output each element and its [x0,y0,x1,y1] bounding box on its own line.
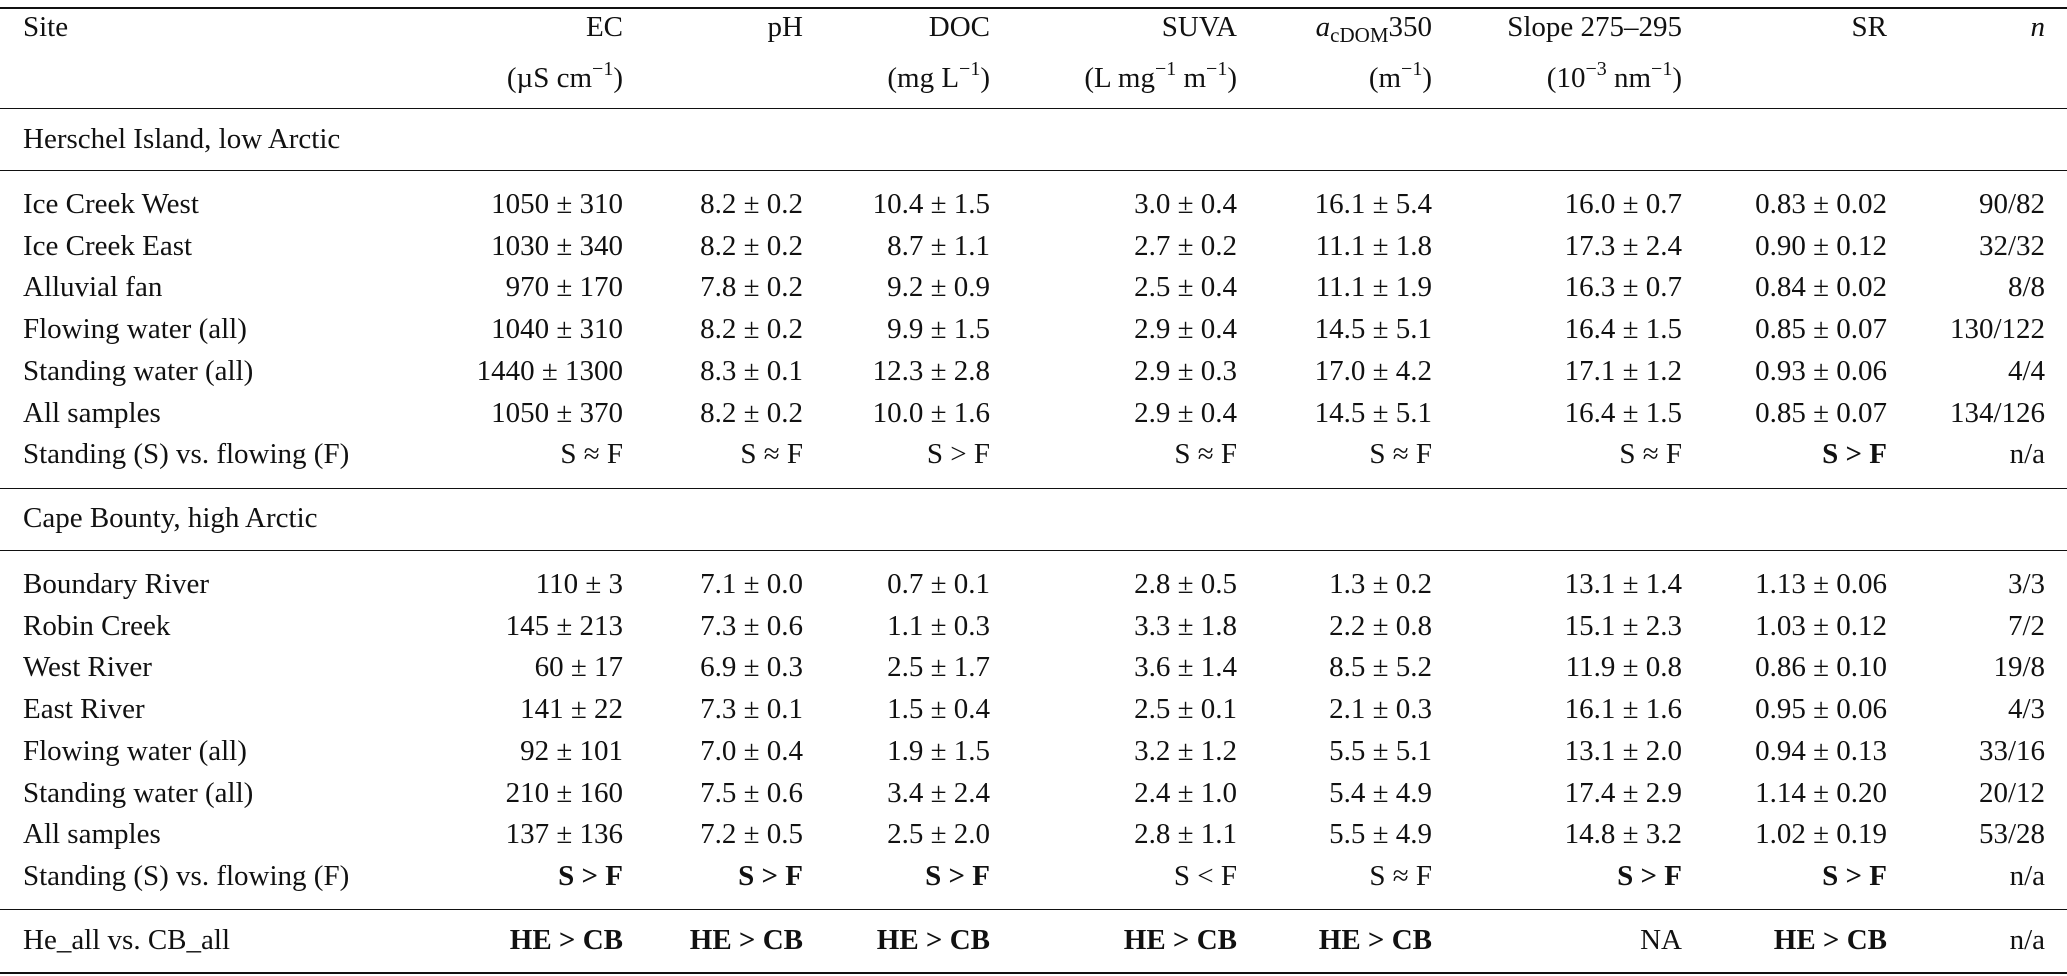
section-title-herschel: Herschel Island, low Arctic [23,123,341,155]
cell-suva: 2.7 ± 0.2 [1134,230,1237,262]
cell-sr: 0.83 ± 0.02 [1755,188,1887,220]
cell-acdom: 2.2 ± 0.8 [1329,610,1432,642]
row-site-label: Flowing water (all) [23,735,247,767]
cell-doc: 2.5 ± 1.7 [887,651,990,683]
cell-slope: 17.4 ± 2.9 [1564,777,1682,809]
cell-ph: 6.9 ± 0.3 [700,651,803,683]
row-site-label: He_all vs. CB_all [23,924,231,956]
section-rule [0,550,2067,551]
cell-doc: 2.5 ± 2.0 [887,818,990,850]
cell-suva: S ≈ F [1174,438,1237,470]
row-site-label: Standing (S) vs. flowing (F) [23,438,350,470]
cell-ec: 1040 ± 310 [491,313,623,345]
cell-ec: 110 ± 3 [535,568,623,600]
header-suva: SUVA [1161,11,1237,43]
cell-ph: 7.0 ± 0.4 [700,735,803,767]
cell-sr: 0.93 ± 0.06 [1755,355,1887,387]
cell-ph: 8.3 ± 0.1 [700,355,803,387]
cell-slope: 14.8 ± 3.2 [1564,818,1682,850]
row-site-label: All samples [23,818,161,850]
row-site-label: Ice Creek East [23,230,193,262]
cell-n: 3/3 [2007,568,2045,600]
cell-ph: 7.3 ± 0.1 [700,693,803,725]
cell-ec: 1050 ± 370 [491,397,623,429]
cell-ec: S > F [558,860,623,892]
cell-suva: 2.8 ± 0.5 [1134,568,1237,600]
header-doc: DOC [928,11,990,43]
cell-doc: 10.4 ± 1.5 [872,188,990,220]
cell-sr: S > F [1822,438,1887,470]
cell-ec: HE > CB [509,924,623,956]
cell-n: 20/12 [1978,777,2045,809]
cell-ec: 137 ± 136 [505,818,623,850]
cell-sr: 0.85 ± 0.07 [1755,313,1887,345]
cell-doc: 1.1 ± 0.3 [887,610,990,642]
cell-n: 7/2 [2007,610,2045,642]
cell-n: 134/126 [1949,397,2045,429]
cell-slope: 17.3 ± 2.4 [1564,230,1682,262]
cell-n: 130/122 [1949,313,2045,345]
cell-slope: 16.0 ± 0.7 [1564,188,1682,220]
section-title-cape-bounty: Cape Bounty, high Arctic [23,502,318,534]
section-rule [0,909,2067,910]
header-suva-unit: (L $mg^{-1}$ $m^{-1}$) [1084,58,1237,94]
cell-sr: 0.95 ± 0.06 [1755,693,1887,725]
cell-slope: 16.3 ± 0.7 [1564,271,1682,303]
cell-slope: 15.1 ± 2.3 [1564,610,1682,642]
cell-ph: 8.2 ± 0.2 [700,313,803,345]
cell-sr: 0.94 ± 0.13 [1755,735,1887,767]
row-site-label: All samples [23,397,161,429]
cell-doc: S > F [926,438,990,470]
cell-suva: 2.5 ± 0.4 [1134,271,1237,303]
cell-acdom: 14.5 ± 5.1 [1314,313,1432,345]
cell-slope: 16.4 ± 1.5 [1564,313,1682,345]
header-n: n [2030,11,2045,43]
cell-slope: 17.1 ± 1.2 [1564,355,1682,387]
row-site-label: Ice Creek West [23,188,199,220]
cell-ph: 7.8 ± 0.2 [700,271,803,303]
header-sr: SR [1851,11,1887,43]
cell-suva: 2.8 ± 1.1 [1134,818,1237,850]
row-site-label: East River [23,693,145,725]
cell-ec: 1440 ± 1300 [476,355,623,387]
cell-slope: S > F [1617,860,1682,892]
cell-doc: 1.5 ± 0.4 [887,693,990,725]
cell-ec: S ≈ F [560,438,623,470]
section-rule [0,170,2067,171]
header-rule [0,108,2067,109]
cell-sr: 0.84 ± 0.02 [1755,271,1887,303]
cell-acdom: 14.5 ± 5.1 [1314,397,1432,429]
cell-suva: 2.5 ± 0.1 [1134,693,1237,725]
cell-ec: 92 ± 101 [520,735,623,767]
header-slope: Slope 275–295 [1507,11,1682,43]
cell-acdom: 11.1 ± 1.9 [1315,271,1432,303]
cell-n: 90/82 [1978,188,2045,220]
cell-acdom: 8.5 ± 5.2 [1329,651,1432,683]
cell-ec: 145 ± 213 [505,610,623,642]
cell-sr: S > F [1822,860,1887,892]
cell-doc: 8.7 ± 1.1 [887,230,990,262]
header-acdom-unit: $(m^{-1})$ [1368,58,1432,94]
header-ec: EC [585,11,623,43]
cell-sr: 1.02 ± 0.19 [1755,818,1887,850]
header-ec-unit: (µS $cm^{-1}$) [506,58,623,94]
cell-ph: 7.5 ± 0.6 [700,777,803,809]
row-site-label: West River [23,651,152,683]
cell-n: 19/8 [1993,651,2045,683]
cell-n: 8/8 [2007,271,2045,303]
cell-slope: 16.4 ± 1.5 [1564,397,1682,429]
row-site-label: Boundary River [23,568,210,600]
cell-ph: 7.1 ± 0.0 [700,568,803,600]
cell-doc: 1.9 ± 1.5 [887,735,990,767]
cell-acdom: S ≈ F [1369,860,1432,892]
cell-ec: 1030 ± 340 [491,230,623,262]
cell-ph: 7.3 ± 0.6 [700,610,803,642]
cell-n: n/a [2009,438,2045,470]
cell-suva: 2.9 ± 0.4 [1134,313,1237,345]
row-site-label: Standing water (all) [23,777,254,809]
cell-ec: 60 ± 17 [534,651,623,683]
cell-suva: 3.2 ± 1.2 [1134,735,1237,767]
cell-doc: 9.2 ± 0.9 [887,271,990,303]
cell-suva: 2.4 ± 1.0 [1134,777,1237,809]
cell-n: 33/16 [1978,735,2045,767]
cell-doc: S > F [925,860,990,892]
cell-slope: 13.1 ± 1.4 [1564,568,1682,600]
cell-acdom: 5.4 ± 4.9 [1329,777,1432,809]
cell-slope: NA [1640,924,1682,956]
cell-n: n/a [2009,860,2045,892]
section-rule [0,488,2067,489]
cell-suva: S < F [1173,860,1237,892]
cell-suva: 3.0 ± 0.4 [1134,188,1237,220]
cell-doc: 0.7 ± 0.1 [887,568,990,600]
cell-suva: 3.3 ± 1.8 [1134,610,1237,642]
cell-sr: 1.13 ± 0.06 [1755,568,1887,600]
cell-sr: 0.86 ± 0.10 [1755,651,1887,683]
cell-ec: 1050 ± 310 [491,188,623,220]
cell-sr: 1.14 ± 0.20 [1755,777,1887,809]
row-site-label: Standing water (all) [23,355,254,387]
row-site-label: Alluvial fan [23,271,163,303]
cell-acdom: 2.1 ± 0.3 [1329,693,1432,725]
row-site-label: Robin Creek [23,610,171,642]
cell-slope: 13.1 ± 2.0 [1564,735,1682,767]
cell-acdom: 5.5 ± 4.9 [1329,818,1432,850]
cell-sr: 0.90 ± 0.12 [1755,230,1887,262]
cell-suva: 3.6 ± 1.4 [1134,651,1237,683]
cell-acdom: 16.1 ± 5.4 [1314,188,1432,220]
cell-n: n/a [2009,924,2045,956]
cell-suva: 2.9 ± 0.4 [1134,397,1237,429]
table-bottom-rule [0,972,2067,974]
cell-suva: HE > CB [1123,924,1237,956]
cell-ph: S > F [738,860,803,892]
cell-ph: 7.2 ± 0.5 [700,818,803,850]
cell-doc: HE > CB [876,924,990,956]
header-site: Site [23,11,69,43]
cell-doc: 3.4 ± 2.4 [887,777,990,809]
cell-acdom: HE > CB [1318,924,1432,956]
row-site-label: Standing (S) vs. flowing (F) [23,860,350,892]
cell-ph: HE > CB [689,924,803,956]
header-ph: pH [767,11,803,43]
cell-ph: 8.2 ± 0.2 [700,397,803,429]
cell-slope: 16.1 ± 1.6 [1564,693,1682,725]
cell-doc: 10.0 ± 1.6 [872,397,990,429]
cell-ph: S ≈ F [740,438,803,470]
header-slope-unit: ($10^{-3}$ $nm^{-1}$) [1546,58,1682,94]
cell-ph: 8.2 ± 0.2 [700,230,803,262]
cell-slope: 11.9 ± 0.8 [1565,651,1682,683]
cell-n: 4/3 [2007,693,2045,725]
cell-slope: S ≈ F [1619,438,1682,470]
cell-sr: 1.03 ± 0.12 [1755,610,1887,642]
cell-ec: 210 ± 160 [505,777,623,809]
cell-acdom: S ≈ F [1369,438,1432,470]
cell-n: 32/32 [1978,230,2045,262]
cell-doc: 9.9 ± 1.5 [887,313,990,345]
cell-sr: 0.85 ± 0.07 [1755,397,1887,429]
header-doc-unit: (mg $L^{-1}$) [887,58,990,94]
cell-doc: 12.3 ± 2.8 [872,355,990,387]
cell-n: 4/4 [2007,355,2045,387]
cell-acdom: 5.5 ± 5.1 [1329,735,1432,767]
header-acdom: $a_{cDOM}350$ [1315,11,1432,47]
cell-acdom: 11.1 ± 1.8 [1315,230,1432,262]
cell-suva: 2.9 ± 0.3 [1134,355,1237,387]
cell-ec: 970 ± 170 [505,271,623,303]
row-site-label: Flowing water (all) [23,313,247,345]
cell-acdom: 1.3 ± 0.2 [1329,568,1432,600]
cell-ph: 8.2 ± 0.2 [700,188,803,220]
cell-acdom: 17.0 ± 4.2 [1314,355,1432,387]
cell-n: 53/28 [1978,818,2045,850]
cell-ec: 141 ± 22 [520,693,623,725]
table-top-rule [0,7,2067,9]
cell-sr: HE > CB [1773,924,1887,956]
